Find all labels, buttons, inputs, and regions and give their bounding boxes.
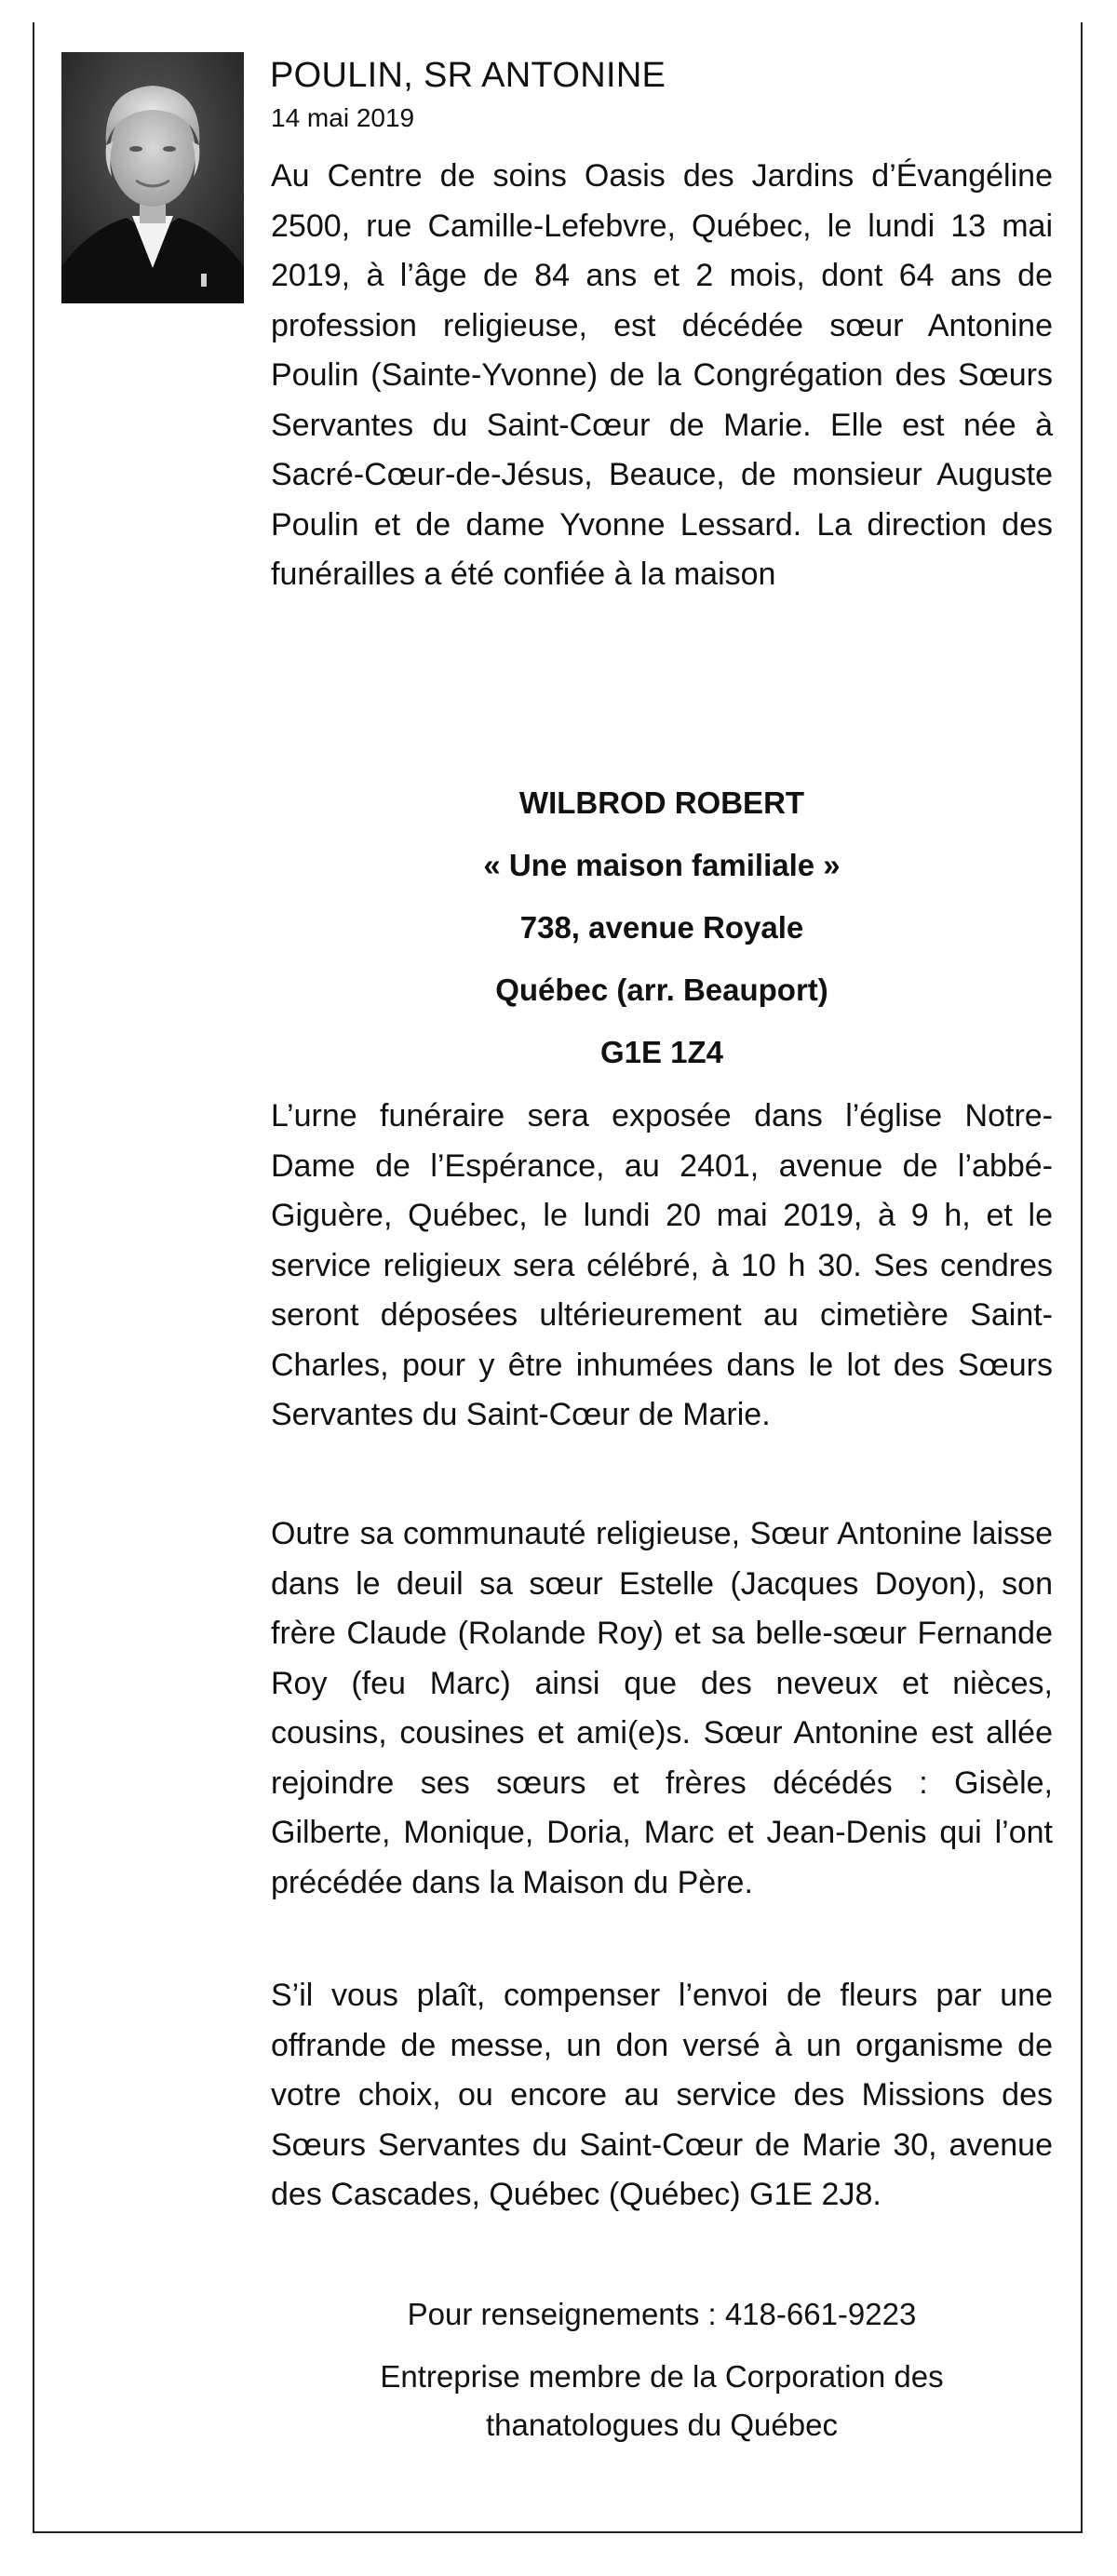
survivors-paragraph: Outre sa communauté religieuse, Sœur Antonine laisse dans le deuil sa sœur Estelle (Jacques Doyon), son frère Claude (Rolande Roy) et sa belle-sœur Fernande Roy (feu Marc) ainsi que des neveux et nièces, cousins, cousines et ami(e)s. Sœur Antonine est allée rejoindre ses sœurs et frères décédés : Gisèle, Gilberte, Monique, Doria, Marc et Jean-Denis qui l’ont précédée dans la Maison du Père. <box>271 1516 1053 1900</box>
membership-line-2: thanatologues du Québec <box>486 2408 838 2442</box>
notice-date: 14 mai 2019 <box>271 103 415 132</box>
contact-phone: Pour renseignements : 418-661-9223 <box>407 2297 917 2331</box>
funeral-home-address <box>271 778 1053 1090</box>
funeral-home-street: 738, avenue Royale <box>519 910 804 945</box>
death-announcement-paragraph: Au Centre de soins Oasis des Jardins d’Évangéline 2500, rue Camille-Lefebvre, Québec, le lundi 13 mai 2019, à l’âge de 84 ans et 2 mois, dont 64 ans de profession religieuse, est décédée sœur Antonine Poulin (Sainte-Yvonne) de la Congrégation des Sœurs Servantes du Saint-Cœur de Marie. Elle est née à Sacré-Cœur-de-Jésus, Beauce, de monsieur Auguste Poulin et de dame Yvonne Lessard. La direction des funérailles a été confiée à la maison <box>271 158 1053 592</box>
service-details-paragraph: L’urne funéraire sera exposée dans l’église Notre-Dame de l’Espérance, au 2401, avenue de l’abbé-Giguère, Québec, le lundi 20 mai 2019, à 9 h, et le service religieux sera célébré, à 10 h 30. Ses cendres seront déposées ultérieurement au cimetière Saint-Charles, pour y être inhumées dans le lot des Sœurs Servantes du Saint-Cœur de Marie. <box>271 1098 1053 1432</box>
membership-statement <box>271 2353 1053 2449</box>
funeral-home-slogan: « Une maison familiale » <box>483 848 841 882</box>
deceased-name: POULIN, SR ANTONINE <box>270 56 666 95</box>
funeral-home-postal-code: G1E 1Z4 <box>599 1035 724 1069</box>
donations-paragraph: S’il vous plaît, compenser l’envoi de fleurs par une offrande de messe, un don versé à un organisme de votre choix, ou encore au service des Missions des Sœurs Servantes du Saint-Cœur de Marie 30, avenue des Cascades, Québec (Québec) G1E 2J8. <box>271 1978 1053 2212</box>
membership-line-1: Entreprise membre de la Corporation des <box>380 2359 944 2394</box>
portrait-photo <box>61 52 244 303</box>
funeral-home-name: WILBROD ROBERT <box>518 785 805 820</box>
funeral-home-city: Québec (arr. Beauport) <box>495 973 828 1007</box>
